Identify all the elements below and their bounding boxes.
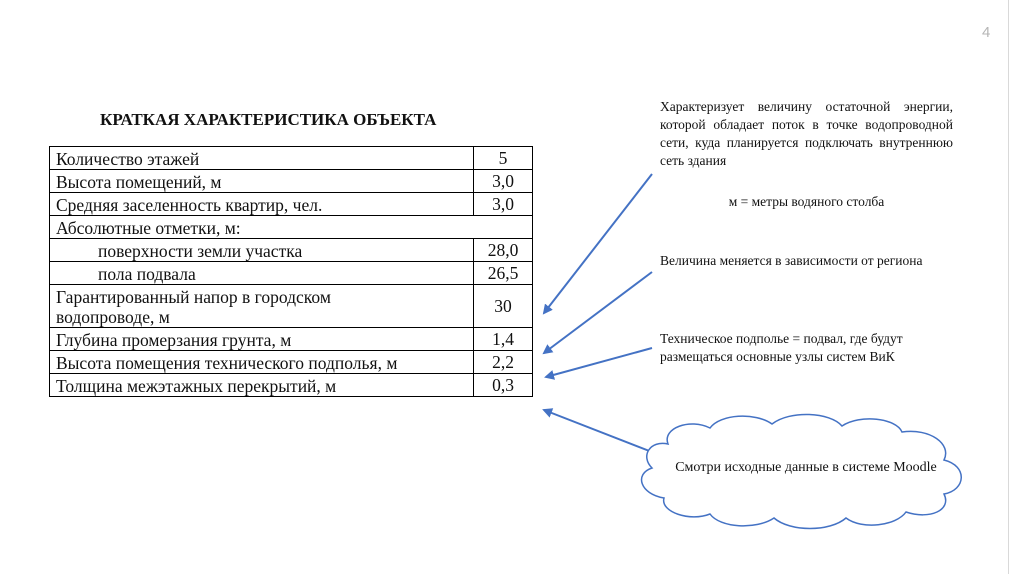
- arrow-basement: [546, 348, 652, 377]
- row-label: Высота помещения технического подполья, м: [50, 351, 474, 374]
- row-label: Средняя заселенность квартир, чел.: [50, 193, 474, 216]
- row-value: 3,0: [474, 193, 533, 216]
- row-label: Высота помещений, м: [50, 170, 474, 193]
- row-value: 30: [474, 285, 533, 328]
- note-pressure: Характеризует величину остаточной энергии, которой обладает поток в точке водопроводной сети, куда планируется подключать внутреннюю сеть здания: [660, 99, 953, 168]
- page-number: 4: [982, 24, 991, 41]
- arrow-pressure: [544, 174, 652, 313]
- row-value: 28,0: [474, 239, 533, 262]
- page-title: КРАТКАЯ ХАРАКТЕРИСТИКА ОБЪЕКТА: [100, 110, 437, 129]
- arrow-moodle: [544, 410, 652, 452]
- note-frost: Величина меняется в зависимости от региона: [660, 253, 923, 268]
- row-label: пола подвала: [50, 262, 474, 285]
- row-value: 3,0: [474, 170, 533, 193]
- note-moodle: Смотри исходные данные в системе Moodle: [675, 460, 937, 475]
- note-unit: м = метры водяного столба: [728, 194, 885, 209]
- row-label: Толщина межэтажных перекрытий, м: [50, 374, 474, 397]
- row-label: Абсолютные отметки, м:: [50, 216, 533, 239]
- row-value: 26,5: [474, 262, 533, 285]
- row-value: 0,3: [474, 374, 533, 397]
- row-value: 2,2: [474, 351, 533, 374]
- row-label: Гарантированный напор в городском водопроводе, м: [50, 285, 474, 328]
- note-basement: Техническое подполье = подвал, где будут размещаться основные узлы систем ВиК: [660, 331, 903, 364]
- row-value: 5: [474, 147, 533, 170]
- row-value: 1,4: [474, 328, 533, 351]
- row-label: поверхности земли участка: [50, 239, 474, 262]
- row-label: Количество этажей: [50, 147, 474, 170]
- arrow-frost: [544, 272, 652, 353]
- row-label: Глубина промерзания грунта, м: [50, 328, 474, 351]
